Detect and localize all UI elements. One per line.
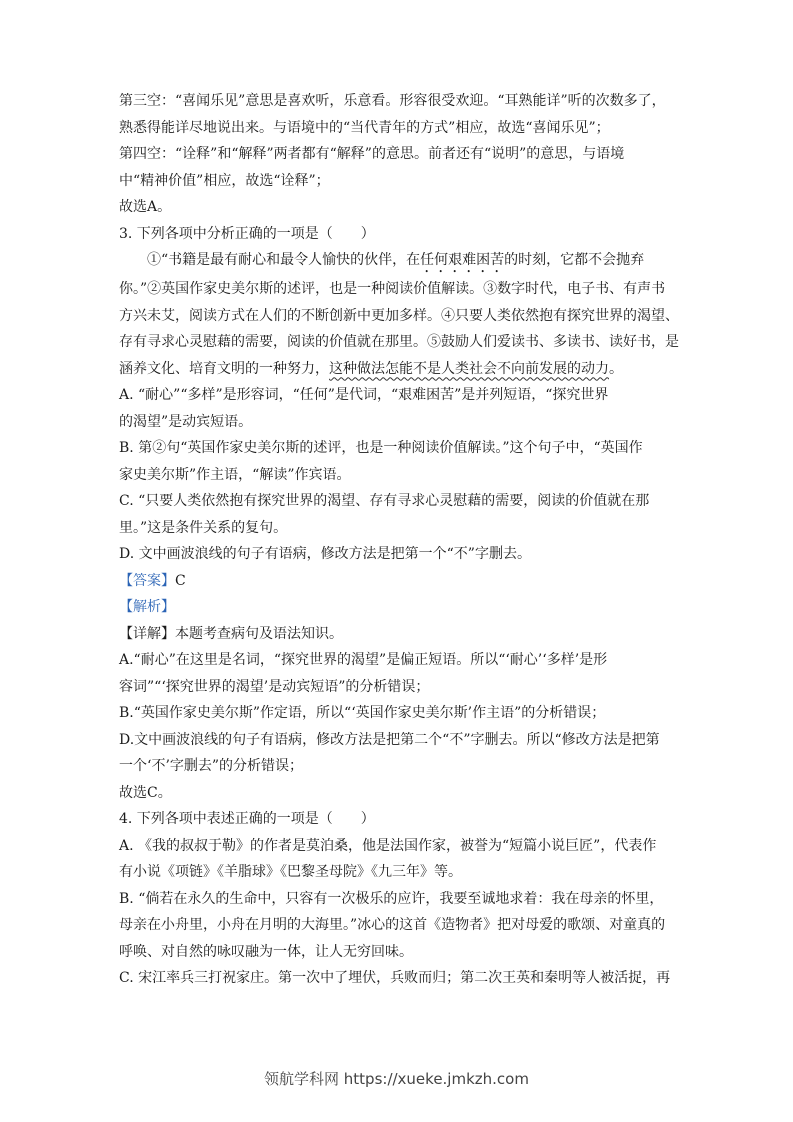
option-a: A. 《我的叔叔于勒》的作者是莫泊桑，他是法国作家，被誉为“短篇小说巨匠”，代表作 — [119, 837, 657, 854]
explanation-line: 第四空：“诠释”和“解释”两者都有“解释”的意思。前者还有“说明”的意思，与语境 — [119, 146, 625, 162]
conclusion-line: 故选A。 — [119, 199, 172, 215]
explain-line: 容词”“‘探究世界的渴望’是动宾短语”的分析错误； — [119, 678, 430, 695]
emphasis-dotted-text: 任何艰难困苦 — [420, 252, 505, 268]
option-b-cont: 母亲在小舟里，小舟在月明的大海里。”冰心的这首《造物者》把对母爱的歌颂、对童真的 — [119, 917, 666, 933]
analysis-line — [119, 594, 681, 621]
option-a: A. “耐心”“多样”是形容词，“任何”是代词，“艰难困苦”是并列短语，“探究世界 — [119, 387, 609, 403]
detail-tag: 【详解】 — [119, 625, 175, 642]
question-4-stem: 4. 下列各项中表述正确的一项是（ ） — [119, 811, 375, 827]
option-b: B. 第②句“英国作家史美尔斯的述评，也是一种阅读价值解读。”这个句子中，“英国作 — [119, 440, 643, 456]
answer-tag: 【答案】 — [119, 572, 175, 589]
passage-line: 方兴未艾，阅读方式在人们的不断创新中更加多样。④只要人类依然抱有探究世界的渴望、 — [119, 307, 679, 324]
analysis-tag: 【解析】 — [119, 599, 175, 615]
explain-line: D.文中画波浪线的句子有语病，修改方法是把第二个“不”字删去。所以“修改方法是把第 — [119, 731, 660, 748]
explain-line: B.“英国作家史美尔斯”作定语，所以“‘英国作家史美尔斯’作主语”的分析错误； — [119, 705, 606, 721]
option-d: D. 文中画波浪线的句子有语病，修改方法是把第一个“不”字删去。 — [119, 546, 531, 562]
passage-line: 涵养文化、培育文明的一种努力，这种做法怎能不是人类社会不向前发展的动力。 — [119, 360, 623, 377]
option-b: B. “倘若在永久的生命中，只容有一次极乐的应许，我要至诚地求着：我在母亲的怀里， — [119, 890, 664, 907]
answer-value: C — [175, 572, 186, 589]
conclusion-line: 故选C。 — [119, 784, 172, 801]
option-a-cont: 有小说《项链》《羊脂球》《巴黎圣母院》《九三年》等。 — [119, 864, 462, 880]
detail-line: 【详解】本题考查病句及语法知识。 — [119, 625, 343, 642]
page-footer: 领航学科网 https://xueke.jmkzh.com — [264, 1070, 529, 1088]
passage-line: ①“书籍是最有耐心和最令人愉快的伙伴，在任何艰难困苦的时刻，它都不会抛弃 — [147, 252, 645, 268]
option-a-cont: 的渴望”是动宾短语。 — [119, 413, 253, 430]
question-3-stem: 3. 下列各项中分析正确的一项是（ ） — [119, 225, 375, 242]
option-c: C. “只要人类依然抱有探究世界的渴望、存有寻求心灵慰藉的需要，阅读的价值就在那 — [119, 493, 650, 509]
passage-line: 你。”②英国作家史美尔斯的述评，也是一种阅读价值解读。③数字时代，电子书、有声书 — [119, 281, 666, 297]
option-c: C. 宋江率兵三打祝家庄。第一次中了埋伏，兵败而归；第二次王英和秦明等人被活捉，再 — [119, 970, 671, 986]
wavy-underlined-sentence: 这种做法怎能不是人类社会不向前发展的动力 — [329, 360, 609, 377]
explanation-line: 中“精神价值”相应，故选“诠释”； — [119, 172, 330, 189]
passage-line: 存有寻求心灵慰藉的需要，阅读的价值就在那里。⑤鼓励人们爱读书、多读书、读好书，是 — [119, 334, 679, 350]
document-page — [119, 88, 681, 992]
option-c-cont: 里。”这是条件关系的复句。 — [119, 519, 288, 536]
option-b-cont: 呼唤、对自然的咏叹融为一体，让人无穷回味。 — [119, 943, 413, 960]
explain-line: A.“耐心”在这里是名词，“探究世界的渴望”是偏正短语。所以“‘耐心’‘多样’是形 — [119, 652, 608, 668]
explanation-line: 熟悉得能详尽地说出来。与语境中的“当代青年的方式”相应，故选“喜闻乐见”； — [119, 119, 610, 136]
explain-line: 一个‘不’字删去”的分析错误； — [119, 758, 304, 774]
option-b-cont: 家史美尔斯”作主语，“解读”作宾语。 — [119, 466, 351, 483]
answer-line — [119, 568, 681, 595]
explanation-line: 第三空：“喜闻乐见”意思是喜欢听，乐意看。形容很受欢迎。“耳熟能详”听的次数多了， — [119, 93, 666, 109]
